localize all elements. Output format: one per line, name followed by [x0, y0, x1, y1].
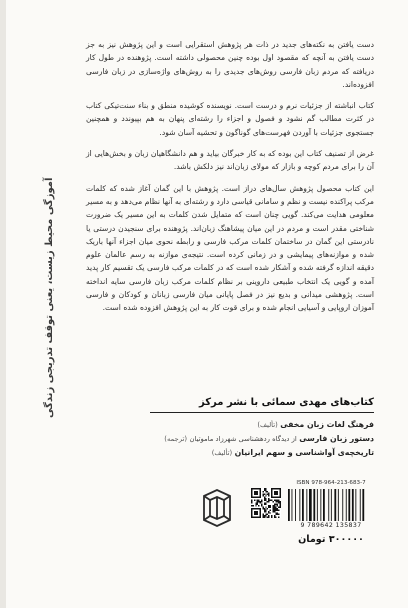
- blurb-paragraph-3: غرض از تصنیف کتاب این بوده که به کار خبرگان بیاید و هم دانشگاهیان زبان و بخش‌هایی از آن را برای مردم کوچه و بازار که مولای زبان‌اند نیز دلکش باشد.: [86, 149, 374, 172]
- isbn-label: ISBN 978-964-213-683-7: [296, 480, 366, 486]
- spine-edge: [0, 0, 6, 608]
- publisher-logo-icon: [200, 488, 234, 528]
- book-role: (تألیف): [257, 421, 278, 429]
- book-extra: از دیدگاه ردهشناسی شهرزاد ماموتیان: [189, 435, 297, 443]
- book-item: [120, 434, 374, 446]
- blurb-text: [86, 38, 374, 323]
- book-title: فرهنگ لغات زبان مخفی: [280, 420, 374, 429]
- book-role: (تألیف): [211, 449, 233, 457]
- books-section-title: کتاب‌های مهدی سمائی با نشر مرکز: [199, 397, 374, 408]
- blurb-paragraph-4: این کتاب محصول پژوهش سال‌های دراز است. پژوهش با این گمان آغاز شده که کلمات مرکب پراکنده نیست و نظم و سامانی قیاسی دارد و رشته‌ای به آنها نظام می‌دهد و به مسیر معلومی هدایت می‌کند. گویی چنان است که متمایل شدن کلمات به این مسیر یک ضرورت شناختی مقدر است و مردم در این میان پیشاهنگ زبان‌اند. پژوهنده برای سنجیدن درستی یا نادرستی این گمان در ساختمان کلمات مرکب فارسی و رابطه نحوی میان اجزاء آنها باریک شده و موازنه‌های پیمایشی و در زمانی کرده است. نتیجه‌ی موازنه به رسم عالمان علوم دقیقه اندازه گرفته شده و آشکار شده است که در کلمات مرکب فارسی یک تقسیم کار پدید آمده و گویی یک انتخاب طبیعی داروینی بر نظام کلمات مرکب زبان فارسی سایه انداخته است. پژوهشی میدانی و بدیع نیز در فصل پایانی میان فارسی زبانان و کودکان و فارسی آموزان اروپایی و آسیایی انجام شده و برای قوت کار به این پژوهش افزوده شده است.: [86, 183, 374, 313]
- blurb-paragraph-2: کتاب انباشته از جزئیات نرم و درست است. نویسنده کوشیده منطق و بناء سنت‌تیکی کتاب در کثرت مطالب گم نشود و فصول و اجزاء را رشته‌ای پنهان به هم بپیوندد و همچنین جستجوی جزئیات با آوردن فهرست‌های گوناگون و تحشیه آسان شود.: [86, 101, 374, 137]
- price-label: ۳۰۰۰۰۰ تومان: [298, 534, 364, 545]
- books-section-divider: [150, 412, 374, 413]
- barcode-icon: [286, 489, 376, 521]
- blurb-paragraph-1: دست یافتن به نکته‌های جدید در ذات هر پژوهش استقرایی است و این پژوهش نیز به جز دست یافتن به آنچه که مقصود اول بوده چنین محصولی داشته است. پژوهنده در طول کار دریافته که مردم زبان فارسی روش‌های جدیدی را به روش‌های واژه‌سازی در زبان فارسی افزوده‌اند.: [86, 40, 374, 89]
- barcode-digits: 9 789642 135837: [300, 522, 362, 529]
- book-title: تاریخچه‌ی آواشناسی و سهم ایرانیان: [234, 448, 374, 457]
- book-item: [120, 448, 374, 460]
- side-tagline: آموزگی محیط زیست، یعنی توقف تدریجی زندگی: [44, 177, 55, 418]
- book-title: دستور زبان فارسی: [299, 434, 374, 443]
- book-role: (ترجمه): [164, 435, 188, 443]
- qr-code-icon: [251, 488, 281, 518]
- book-item: [120, 420, 374, 432]
